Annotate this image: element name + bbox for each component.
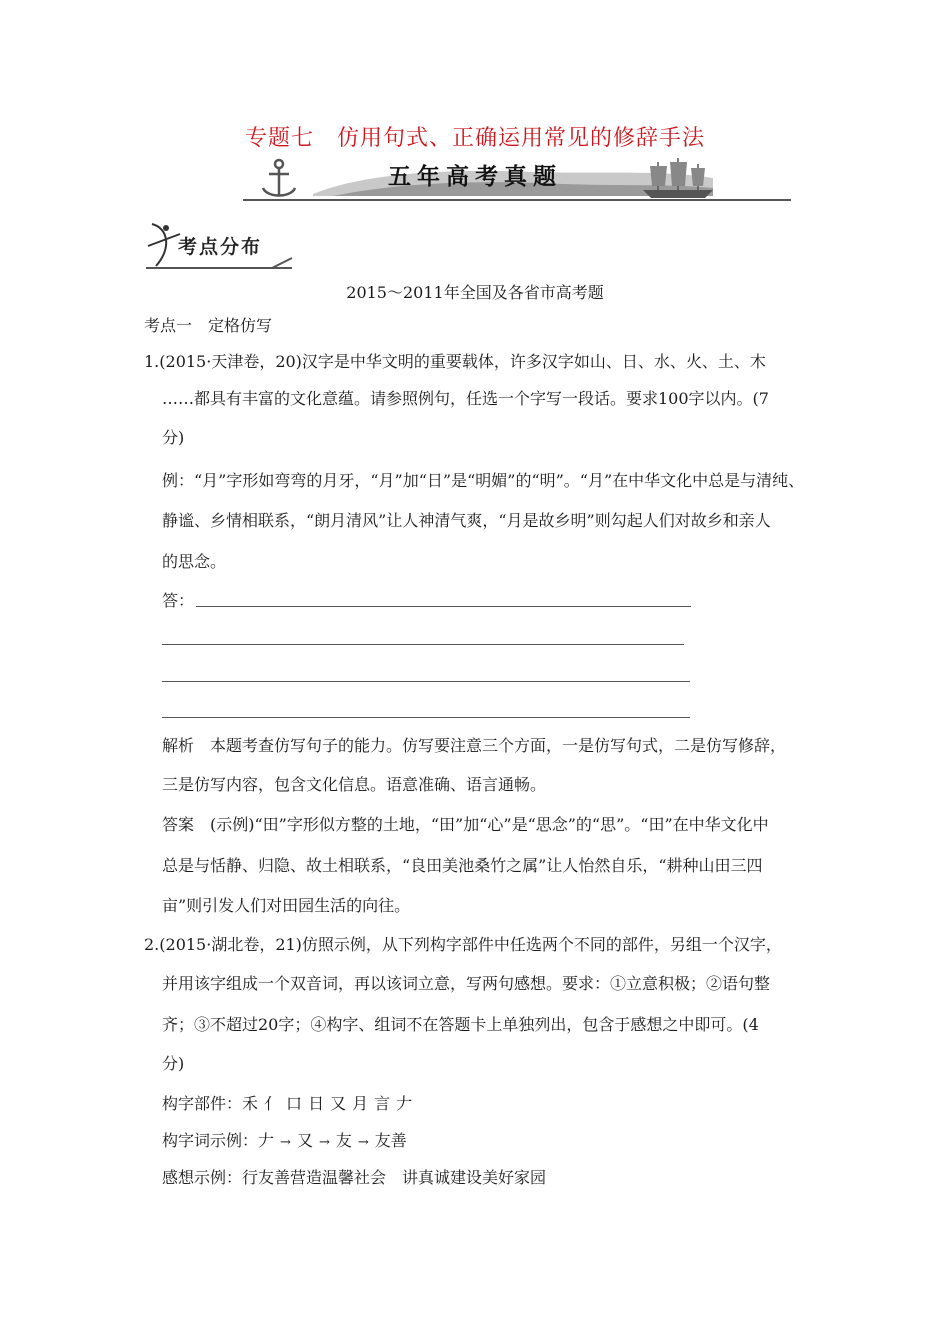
q1-analysis-1: 解析 本题考查仿写句子的能力。仿写要注意三个方面，一是仿写句式，二是仿写修辞，	[162, 736, 787, 755]
part-glyph: 口	[286, 1094, 303, 1113]
q2-line-1: 2.(2015·湖北卷，21)仿照示例，从下列构字部件中任选两个不同的部件，另组一个汉字，	[144, 935, 782, 954]
answer-label: 答：	[162, 591, 195, 610]
part-glyph: 言	[374, 1094, 391, 1113]
part-glyph: 日	[308, 1094, 325, 1113]
q2-line-2: 并用该字组成一个双音词，再以该词立意，写两句感想。要求：①立意积极；②语句整	[162, 974, 771, 993]
answer-line	[162, 644, 684, 645]
q2-line-3: 齐；③不超过20字；④构字、组词不在答题卡上单独列出，包含于感想之中即可。(4	[162, 1015, 759, 1034]
parts-label: 构字部件：	[162, 1094, 243, 1113]
q1-example-2: 静谧、乡情相联系，“朗月清风”让人神清气爽，“月是故乡明”则勾起人们对故乡和亲人	[162, 511, 771, 530]
arrow-icon: →	[318, 1135, 330, 1150]
q1-example-3: 的思念。	[162, 552, 227, 571]
subtitle: 2015～2011年全国及各省市高考题	[346, 283, 604, 302]
q1-answer-3: 亩”则引发人们对田园生活的向往。	[162, 896, 411, 915]
q1-answer-2: 总是与恬静、归隐、故土相联系，“良田美池桑竹之属”让人怡然自乐，“耕种山田三四	[162, 856, 763, 875]
q1-answer-1: 答案 (示例)“田”字形似方整的土地，“田”加“心”是“思念”的“思”。“田”在中华文化中	[162, 815, 769, 834]
section-heading: 考点分布	[178, 236, 263, 258]
feeling-example: 感想示例：行友善营造温馨社会 讲真诚建设美好家园	[162, 1168, 547, 1187]
q1-analysis-2: 三是仿写内容，包含文化信息。语意准确、语言通畅。	[162, 775, 547, 794]
example-step: 又	[296, 1131, 313, 1150]
q1-line-1: 1.(2015·天津卷，20)汉字是中华文明的重要载体，许多汉字如山、日、水、火、土、木	[144, 352, 766, 371]
parts-row	[162, 1094, 418, 1114]
part-glyph: 禾	[242, 1094, 259, 1113]
q2-line-4: 分)	[162, 1054, 185, 1073]
part-glyph: 亻	[264, 1094, 281, 1113]
example-row	[162, 1131, 407, 1153]
answer-line	[162, 681, 690, 682]
answer-line	[162, 717, 690, 718]
example-label: 构字词示例：	[162, 1131, 259, 1150]
example-step: 𠂇	[258, 1131, 275, 1150]
arrow-icon: →	[357, 1135, 369, 1150]
kaodian-heading: 考点一 定格仿写	[144, 316, 273, 335]
example-step: 友	[335, 1131, 352, 1150]
page-title: 专题七 仿用句式、正确运用常见的修辞手法	[244, 126, 705, 151]
banner-title: 五年高考真题	[388, 164, 562, 190]
arrow-icon: →	[280, 1135, 291, 1150]
part-glyph: 𠂇	[396, 1094, 413, 1113]
example-step: 友善	[374, 1131, 407, 1150]
answer-line	[196, 606, 691, 607]
part-glyph: 月	[352, 1094, 369, 1113]
part-glyph: 又	[330, 1094, 347, 1113]
q1-line-3: 分)	[162, 428, 185, 447]
q1-example-1: 例：“月”字形如弯弯的月牙，“月”加“日”是“明媚”的“明”。“月”在中华文化中总是与清纯、	[162, 471, 805, 490]
q1-line-2: ……都具有丰富的文化意蕴。请参照例句，任选一个字写一段话。要求100字以内。(7	[162, 389, 769, 408]
